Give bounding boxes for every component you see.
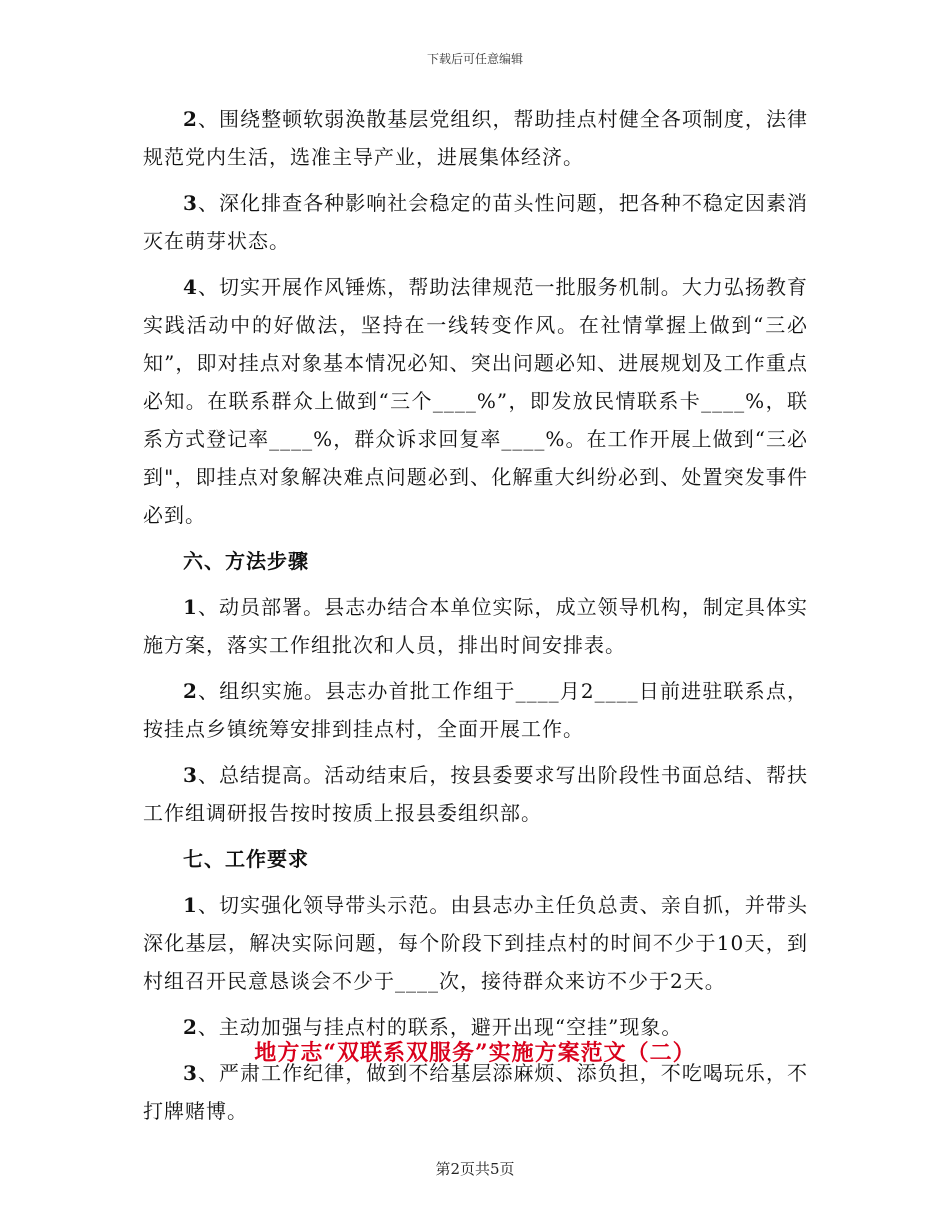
item-number: 3 <box>183 1061 198 1085</box>
item-number: 1 <box>183 595 198 619</box>
requirements-item-1 <box>143 886 808 1000</box>
page-footer: 第2页共5页 <box>435 1160 515 1178</box>
item-number: 3 <box>183 763 198 787</box>
document-body <box>143 100 808 1138</box>
item-number: 1 <box>183 893 198 917</box>
item-number: 4 <box>183 275 198 299</box>
paragraph-item-2 <box>143 100 808 176</box>
section-heading-requirements: 七、工作要求 <box>183 847 309 871</box>
item-text: 、切实强化领导带头示范。由县志办主任负总责、亲自抓，并带头深化基层，解决实际问题，每个阶段下到挂点村的时间不少于10天，到村组召开民意恳谈会不少于____次，接待群众来访不少于2天。 <box>143 893 808 993</box>
methods-item-3 <box>143 756 808 832</box>
item-text: 、深化排查各种影响社会稳定的苗头性问题，把各种不稳定因素消灭在萌芽状态。 <box>143 191 808 253</box>
methods-item-2 <box>143 672 808 748</box>
item-text: 、总结提高。活动结束后，按县委要求写出阶段性书面总结、帮扶工作组调研报告按时按质上报县委组织部。 <box>143 763 808 825</box>
methods-item-1 <box>143 588 808 664</box>
item-number: 2 <box>183 107 198 131</box>
item-text: 、严肃工作纪律，做到不给基层添麻烦、添负担，不吃喝玩乐，不打牌赌博。 <box>143 1061 808 1123</box>
item-number: 2 <box>183 1015 198 1039</box>
paragraph-item-4 <box>143 268 808 534</box>
item-text: 、围绕整顿软弱涣散基层党组织，帮助挂点村健全各项制度，法律规范党内生活，选准主导产业，进展集体经济。 <box>143 107 808 169</box>
item-text: 、主动加强与挂点村的联系，避开出现“空挂”现象。 <box>197 1015 683 1039</box>
next-document-title: 地方志“双联系双服务”实施方案范文（二） <box>254 1040 696 1066</box>
item-text: 、切实开展作风锤炼，帮助法律规范一批服务机制。大力弘扬教育实践活动中的好做法，坚持在一线转变作风。在社情掌握上做到“三必知”，即对挂点对象基本情况必知、突出问题必知、进展规划及工作重点必知。在联系群众上做到“三个____%”，即发放民情联系卡____%，联系方式登记率____%，群众诉求回复率____%。在工作开展上做到“三必到"，即挂点对象解决难点问题必到、化解重大纠纷必到、处置突发事件必到。 <box>143 275 808 527</box>
section-heading-methods: 六、方法步骤 <box>183 549 309 573</box>
page-header: 下载后可任意编辑 <box>426 52 523 66</box>
item-number: 2 <box>183 679 198 703</box>
paragraph-item-3 <box>143 184 808 260</box>
item-text: 、动员部署。县志办结合本单位实际，成立领导机构，制定具体实施方案，落实工作组批次和人员，排出时间安排表。 <box>143 595 808 657</box>
item-number: 3 <box>183 191 198 215</box>
item-text: 、组织实施。县志办首批工作组于____月2____日前进驻联系点，按挂点乡镇统筹安排到挂点村，全面开展工作。 <box>143 679 808 741</box>
